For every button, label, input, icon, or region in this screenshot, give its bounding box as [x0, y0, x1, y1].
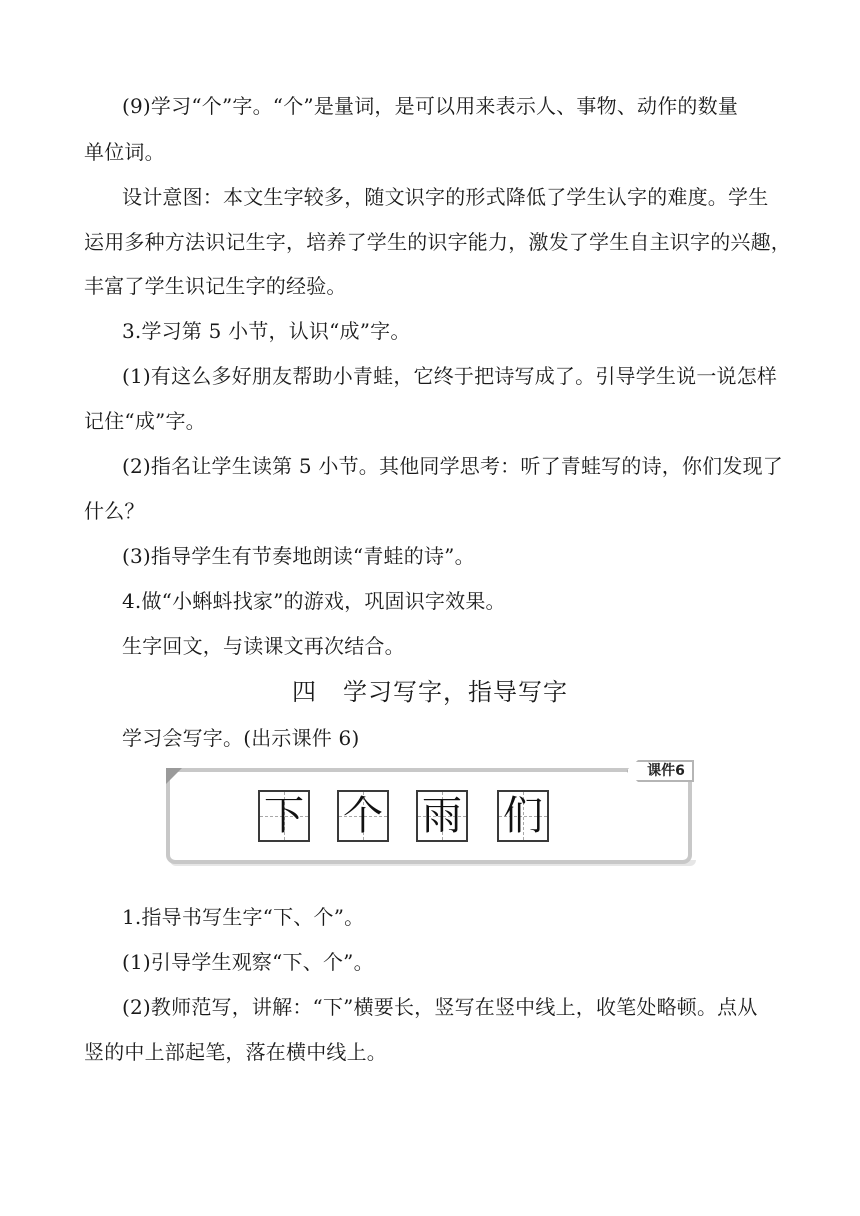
writing-grid-cell: [337, 790, 389, 842]
grid-character: 下: [264, 793, 304, 839]
writing-grid-cell: [258, 790, 310, 842]
paragraph-line: 记住“成”字。: [84, 409, 206, 433]
paragraph-line: 丰富了学生识记生字的经验。: [84, 274, 347, 298]
paragraph-line: 运用多种方法识记生字，培养了学生的识字能力，激发了学生自主识字的兴趣，: [84, 230, 791, 254]
intro-line: 学习会写字。(出示课件 6): [122, 726, 360, 750]
design-intent-line: 设计意图：本文生字较多，随文识字的形式降低了学生认字的难度。学生: [122, 185, 769, 209]
grid-character: 雨: [422, 793, 462, 839]
section-title: 学习写字，指导写字: [343, 678, 568, 706]
courseware-corner: [166, 768, 182, 784]
paragraph-line: 生字回文，与读课文再次结合。: [122, 634, 405, 658]
grid-character: 们: [503, 793, 543, 839]
grid-character: 个: [343, 793, 383, 839]
step-heading: 3.学习第 5 小节，认识“成”字。: [122, 319, 411, 343]
paragraph-line: 什么？: [84, 499, 145, 523]
writing-grid-cell: [497, 790, 549, 842]
courseware-tag-label: 课件6: [647, 763, 685, 779]
writing-grid-cell: [416, 790, 468, 842]
paragraph-line: (2)教师范写，讲解：“下”横要长，竖写在竖中线上，收笔处略顿。点从: [122, 995, 758, 1019]
step-heading: 1.指导书写生字“下、个”。: [122, 905, 365, 929]
paragraph-line: (3)指导学生有节奏地朗读“青蛙的诗”。: [122, 544, 475, 568]
section-heading: [0, 676, 860, 708]
paragraph-line: 竖的中上部起笔，落在横中线上。: [84, 1040, 387, 1064]
paragraph-line: 单位词。: [84, 140, 165, 164]
section-number: 四: [292, 678, 317, 706]
paragraph-line: (2)指名让学生读第 5 小节。其他同学思考：听了青蛙写的诗，你们发现了: [122, 454, 783, 478]
paragraph-line: (1)引导学生观察“下、个”。: [122, 950, 374, 974]
paragraph-line: (1)有这么多好朋友帮助小青蛙，它终于把诗写成了。引导学生说一说怎样: [122, 364, 778, 388]
step-heading: 4.做“小蝌蚪找家”的游戏，巩固识字效果。: [122, 589, 506, 613]
paragraph-line: (9)学习“个”字。“个”是量词，是可以用来表示人、事物、动作的数量: [122, 94, 739, 118]
